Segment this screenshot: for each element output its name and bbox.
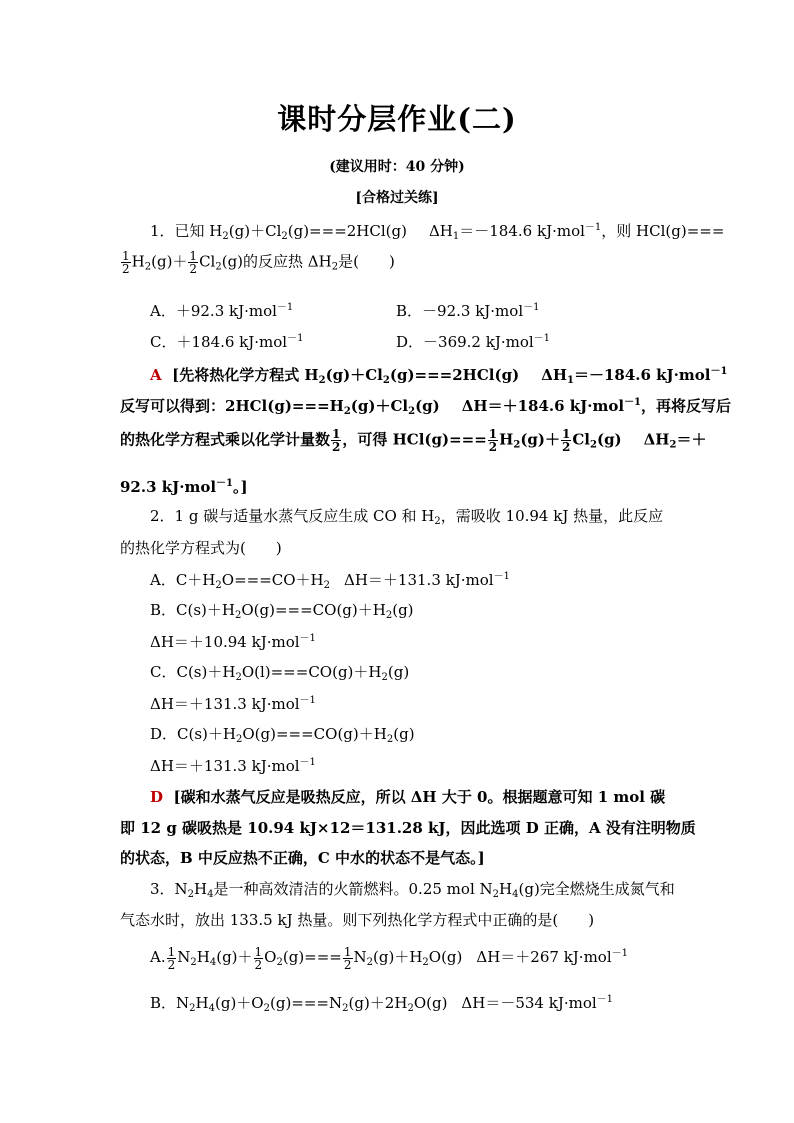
page-title: 课时分层作业(二) <box>277 102 517 136</box>
q3-option-a: A. $\frac{1}{2}$ $N_2H_4(g)+$ $\frac{1}{2}$ $O_2(g)===$ $\frac{1}{2}$ $N_2(g)+H_2O(g)$ ΔH＝＋267 kJ·mol$^{-1}$ <box>150 944 629 972</box>
fraction-half: $\frac{1}{2}$ <box>254 944 263 972</box>
q2-option-b-dh: ΔH＝＋10.94 kJ·mol$^{-1}$ <box>150 633 316 651</box>
fraction-half: $\frac{1}{2}$ <box>343 944 352 972</box>
q2-stem-line1: 2．1 g 碳与适量水蒸气反应生成 CO 和 $H_2$，需吸收 10.94 kJ 热量，此反应 <box>150 507 664 527</box>
q3-stem-line2: 气态水时，放出 133.5 kJ 热量。则下列热化学方程式中正确的是( ) <box>120 911 595 929</box>
q2-explanation-line3: 的状态，B 中反应热不正确，C 中水的状态不是气态。] <box>120 849 485 867</box>
q2-answer: D <box>150 788 164 806</box>
fraction-half: $\frac{1}{2}$ <box>488 427 498 454</box>
q1-explanation-line3: 的热化学方程式乘以化学计量数 $\frac{1}{2}$ ，可得 HCl(g)=== $\frac{1}{2}$ $H_2(g)+$ $\frac{1}{2}$ $Cl_2(g)$ $\Delta H_2=+$ <box>120 427 707 454</box>
q1-option-b: B．－92.3 kJ·mol$^{-1}$ <box>396 302 540 320</box>
fraction-half: $\frac{1}{2}$ <box>167 944 176 972</box>
fraction-half: $\frac{1}{2}$ <box>122 249 130 276</box>
fraction-half: $\frac{1}{2}$ <box>189 249 198 276</box>
q1-stem-line2: $\frac{1}{2}$ $H_2(g)+$ $\frac{1}{2}$ $Cl_2(g)$的反应热 $\Delta H_2$是( ) <box>122 249 395 276</box>
q1-option-d: D．－369.2 kJ·mol$^{-1}$ <box>396 333 551 351</box>
q3-stem-line1: 3．$N_2H_4$是一种高效清洁的火箭燃料。0.25 mol $N_2H_4(g)$完全燃烧生成氮气和 <box>150 880 675 900</box>
time-note: (建议用时：40 分钟) <box>329 159 465 175</box>
fraction-half: $\frac{1}{2}$ <box>562 427 571 454</box>
q2-option-a: A．$C+H_2O===CO+H_2$ ΔH＝＋131.3 kJ·mol$^{-1}$ <box>150 571 510 591</box>
q2-explanation-line2: 即 12 g 碳吸热是 10.94 kJ×12＝131.28 kJ，因此选项 D 正确，A 没有注明物质 <box>120 819 696 837</box>
q1-option-c: C．＋184.6 kJ·mol$^{-1}$ <box>150 333 304 351</box>
q2-explanation-line1: D [碳和水蒸气反应是吸热反应，所以 ΔH 大于 0。根据题意可知 1 mol 碳 <box>150 788 666 806</box>
q2-option-c: C．$C(s)+H_2O(l)===CO(g)+H_2(g)$ <box>150 663 410 683</box>
q1-explanation-line1: A [先将热化学方程式 $H_2(g)+Cl_2(g)===2HCl(g)$ $\Delta H_1=-184.6$ kJ·mol$^{-1}$ <box>150 366 728 386</box>
q2-option-d-dh: ΔH＝＋131.3 kJ·mol$^{-1}$ <box>150 757 316 775</box>
q1-option-a: A．＋92.3 kJ·mol$^{-1}$ <box>150 302 294 320</box>
q1-stem-line1: 1．已知 $H_2(g)+Cl_2(g)===2HCl(g)$ $\Delta H_1=-184.6$ kJ·mol$^{-1}$，则 HCl(g)=== <box>150 222 725 242</box>
q2-option-d: D．$C(s)+H_2O(g)===CO(g)+H_2(g)$ <box>150 725 415 745</box>
q2-stem-line2: 的热化学方程式为( ) <box>120 539 282 557</box>
section-heading: [合格过关练] <box>355 190 439 206</box>
q1-explanation-line4: 92.3 kJ·mol$^{-1}$。] <box>120 478 248 496</box>
q1-answer: A <box>150 366 162 384</box>
fraction-half: $\frac{1}{2}$ <box>332 427 341 454</box>
q2-option-b: B．$C(s)+H_2O(g)===CO(g)+H_2(g)$ <box>150 601 414 621</box>
q1-explanation-line2: 反写可以得到：$2HCl(g)===H_2(g)+Cl_2(g)$ ΔH＝＋184.6 kJ·mol$^{-1}$，再将反写后 <box>120 397 732 417</box>
q2-option-c-dh: ΔH＝＋131.3 kJ·mol$^{-1}$ <box>150 695 316 713</box>
q3-option-b: B．$N_2H_4(g)+O_2(g)===N_2(g)+2H_2O(g)$ ΔH＝－534 kJ·mol$^{-1}$ <box>150 994 614 1014</box>
